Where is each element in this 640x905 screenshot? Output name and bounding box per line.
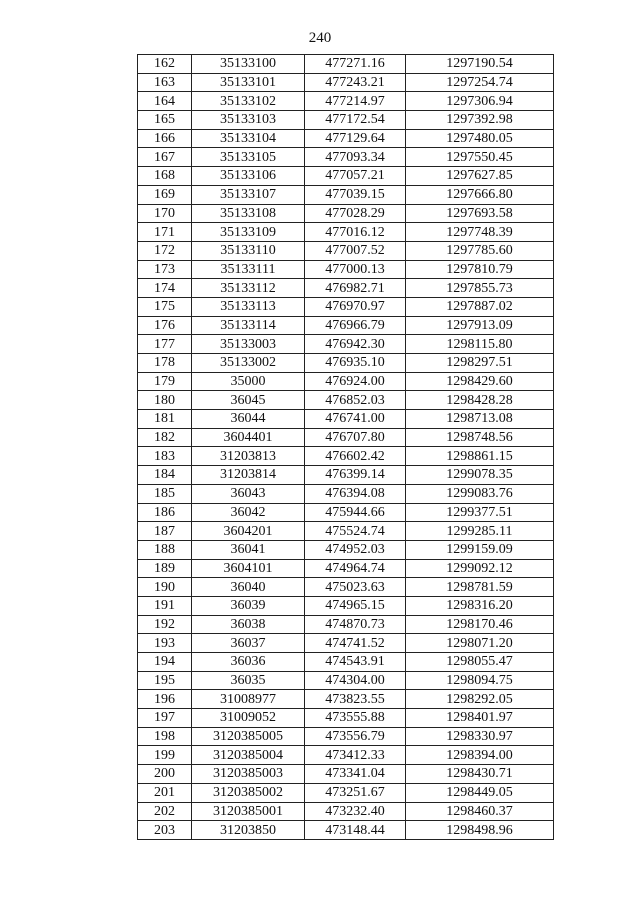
x-coordinate-cell: 476970.97 [305, 297, 406, 316]
x-coordinate-cell: 473251.67 [305, 783, 406, 802]
y-coordinate-cell: 1299092.12 [406, 559, 554, 578]
table-row [138, 73, 554, 92]
y-coordinate-cell: 1297748.39 [406, 223, 554, 242]
table-row [138, 185, 554, 204]
x-coordinate-cell: 473823.55 [305, 690, 406, 709]
x-coordinate-cell: 477039.15 [305, 185, 406, 204]
row-number-cell: 178 [138, 354, 192, 373]
y-coordinate-cell: 1299285.11 [406, 522, 554, 541]
x-coordinate-cell: 473232.40 [305, 802, 406, 821]
y-coordinate-cell: 1298713.08 [406, 410, 554, 429]
row-number-cell: 187 [138, 522, 192, 541]
table-row [138, 410, 554, 429]
coordinates-table-body [138, 55, 554, 840]
point-id-cell: 35000 [192, 372, 305, 391]
x-coordinate-cell: 475524.74 [305, 522, 406, 541]
x-coordinate-cell: 477000.13 [305, 260, 406, 279]
x-coordinate-cell: 474965.15 [305, 596, 406, 615]
y-coordinate-cell: 1298428.28 [406, 391, 554, 410]
point-id-cell: 31008977 [192, 690, 305, 709]
table-row [138, 484, 554, 503]
y-coordinate-cell: 1298330.97 [406, 727, 554, 746]
x-coordinate-cell: 477028.29 [305, 204, 406, 223]
x-coordinate-cell: 477016.12 [305, 223, 406, 242]
y-coordinate-cell: 1298297.51 [406, 354, 554, 373]
row-number-cell: 172 [138, 241, 192, 260]
y-coordinate-cell: 1298316.20 [406, 596, 554, 615]
x-coordinate-cell: 474741.52 [305, 634, 406, 653]
y-coordinate-cell: 1299159.09 [406, 540, 554, 559]
row-number-cell: 168 [138, 167, 192, 186]
row-number-cell: 163 [138, 73, 192, 92]
point-id-cell: 35133103 [192, 111, 305, 130]
row-number-cell: 182 [138, 428, 192, 447]
point-id-cell: 36036 [192, 653, 305, 672]
table-row [138, 148, 554, 167]
point-id-cell: 35133106 [192, 167, 305, 186]
y-coordinate-cell: 1299377.51 [406, 503, 554, 522]
row-number-cell: 200 [138, 765, 192, 784]
row-number-cell: 165 [138, 111, 192, 130]
y-coordinate-cell: 1297480.05 [406, 129, 554, 148]
row-number-cell: 180 [138, 391, 192, 410]
x-coordinate-cell: 476935.10 [305, 354, 406, 373]
table-row [138, 92, 554, 111]
y-coordinate-cell: 1297855.73 [406, 279, 554, 298]
table-row [138, 447, 554, 466]
y-coordinate-cell: 1298460.37 [406, 802, 554, 821]
y-coordinate-cell: 1298401.97 [406, 709, 554, 728]
point-id-cell: 3120385003 [192, 765, 305, 784]
y-coordinate-cell: 1298449.05 [406, 783, 554, 802]
table-row [138, 316, 554, 335]
row-number-cell: 196 [138, 690, 192, 709]
point-id-cell: 36043 [192, 484, 305, 503]
point-id-cell: 36044 [192, 410, 305, 429]
point-id-cell: 36038 [192, 615, 305, 634]
row-number-cell: 185 [138, 484, 192, 503]
y-coordinate-cell: 1299083.76 [406, 484, 554, 503]
point-id-cell: 36040 [192, 578, 305, 597]
y-coordinate-cell: 1297810.79 [406, 260, 554, 279]
row-number-cell: 199 [138, 746, 192, 765]
row-number-cell: 183 [138, 447, 192, 466]
row-number-cell: 184 [138, 466, 192, 485]
table-row [138, 802, 554, 821]
table-row [138, 727, 554, 746]
row-number-cell: 195 [138, 671, 192, 690]
table-row [138, 111, 554, 130]
row-number-cell: 170 [138, 204, 192, 223]
y-coordinate-cell: 1297392.98 [406, 111, 554, 130]
point-id-cell: 35133101 [192, 73, 305, 92]
x-coordinate-cell: 476707.80 [305, 428, 406, 447]
x-coordinate-cell: 477214.97 [305, 92, 406, 111]
y-coordinate-cell: 1298498.96 [406, 821, 554, 840]
row-number-cell: 167 [138, 148, 192, 167]
point-id-cell: 36037 [192, 634, 305, 653]
y-coordinate-cell: 1297887.02 [406, 297, 554, 316]
x-coordinate-cell: 476852.03 [305, 391, 406, 410]
x-coordinate-cell: 477007.52 [305, 241, 406, 260]
point-id-cell: 3120385002 [192, 783, 305, 802]
row-number-cell: 198 [138, 727, 192, 746]
x-coordinate-cell: 476966.79 [305, 316, 406, 335]
table-row [138, 522, 554, 541]
row-number-cell: 192 [138, 615, 192, 634]
point-id-cell: 35133112 [192, 279, 305, 298]
y-coordinate-cell: 1297666.80 [406, 185, 554, 204]
y-coordinate-cell: 1298292.05 [406, 690, 554, 709]
y-coordinate-cell: 1297693.58 [406, 204, 554, 223]
point-id-cell: 3604201 [192, 522, 305, 541]
x-coordinate-cell: 477129.64 [305, 129, 406, 148]
point-id-cell: 31203850 [192, 821, 305, 840]
table-row [138, 167, 554, 186]
x-coordinate-cell: 474870.73 [305, 615, 406, 634]
y-coordinate-cell: 1297913.09 [406, 316, 554, 335]
table-row [138, 578, 554, 597]
row-number-cell: 188 [138, 540, 192, 559]
y-coordinate-cell: 1297627.85 [406, 167, 554, 186]
y-coordinate-cell: 1298170.46 [406, 615, 554, 634]
row-number-cell: 181 [138, 410, 192, 429]
point-id-cell: 35133002 [192, 354, 305, 373]
table-row [138, 615, 554, 634]
y-coordinate-cell: 1298055.47 [406, 653, 554, 672]
row-number-cell: 174 [138, 279, 192, 298]
y-coordinate-cell: 1298861.15 [406, 447, 554, 466]
point-id-cell: 36045 [192, 391, 305, 410]
y-coordinate-cell: 1298781.59 [406, 578, 554, 597]
table-row [138, 653, 554, 672]
row-number-cell: 202 [138, 802, 192, 821]
point-id-cell: 35133109 [192, 223, 305, 242]
row-number-cell: 169 [138, 185, 192, 204]
point-id-cell: 35133104 [192, 129, 305, 148]
y-coordinate-cell: 1297306.94 [406, 92, 554, 111]
x-coordinate-cell: 475944.66 [305, 503, 406, 522]
y-coordinate-cell: 1298115.80 [406, 335, 554, 354]
table-row [138, 671, 554, 690]
x-coordinate-cell: 476741.00 [305, 410, 406, 429]
point-id-cell: 35133114 [192, 316, 305, 335]
table-row [138, 372, 554, 391]
y-coordinate-cell: 1298071.20 [406, 634, 554, 653]
row-number-cell: 162 [138, 55, 192, 74]
table-row [138, 559, 554, 578]
x-coordinate-cell: 473148.44 [305, 821, 406, 840]
row-number-cell: 190 [138, 578, 192, 597]
y-coordinate-cell: 1298094.75 [406, 671, 554, 690]
table-row [138, 354, 554, 373]
point-id-cell: 36035 [192, 671, 305, 690]
x-coordinate-cell: 474304.00 [305, 671, 406, 690]
y-coordinate-cell: 1298430.71 [406, 765, 554, 784]
x-coordinate-cell: 476924.00 [305, 372, 406, 391]
table-row [138, 466, 554, 485]
row-number-cell: 186 [138, 503, 192, 522]
x-coordinate-cell: 474543.91 [305, 653, 406, 672]
row-number-cell: 164 [138, 92, 192, 111]
table-row [138, 55, 554, 74]
table-row [138, 821, 554, 840]
y-coordinate-cell: 1297550.45 [406, 148, 554, 167]
y-coordinate-cell: 1298394.00 [406, 746, 554, 765]
x-coordinate-cell: 477057.21 [305, 167, 406, 186]
x-coordinate-cell: 476942.30 [305, 335, 406, 354]
point-id-cell: 31009052 [192, 709, 305, 728]
table-row [138, 428, 554, 447]
table-row [138, 596, 554, 615]
table-row [138, 260, 554, 279]
x-coordinate-cell: 476399.14 [305, 466, 406, 485]
point-id-cell: 35133100 [192, 55, 305, 74]
point-id-cell: 35133003 [192, 335, 305, 354]
point-id-cell: 36041 [192, 540, 305, 559]
table-row [138, 297, 554, 316]
x-coordinate-cell: 475023.63 [305, 578, 406, 597]
table-row [138, 709, 554, 728]
x-coordinate-cell: 473412.33 [305, 746, 406, 765]
table-row [138, 783, 554, 802]
x-coordinate-cell: 473555.88 [305, 709, 406, 728]
table-row [138, 503, 554, 522]
x-coordinate-cell: 477093.34 [305, 148, 406, 167]
point-id-cell: 35133107 [192, 185, 305, 204]
y-coordinate-cell: 1299078.35 [406, 466, 554, 485]
x-coordinate-cell: 476602.42 [305, 447, 406, 466]
x-coordinate-cell: 477243.21 [305, 73, 406, 92]
row-number-cell: 191 [138, 596, 192, 615]
row-number-cell: 194 [138, 653, 192, 672]
row-number-cell: 166 [138, 129, 192, 148]
point-id-cell: 35133111 [192, 260, 305, 279]
table-row [138, 765, 554, 784]
table-row [138, 634, 554, 653]
x-coordinate-cell: 477271.16 [305, 55, 406, 74]
table-row [138, 129, 554, 148]
point-id-cell: 35133110 [192, 241, 305, 260]
point-id-cell: 3604401 [192, 428, 305, 447]
row-number-cell: 201 [138, 783, 192, 802]
y-coordinate-cell: 1297254.74 [406, 73, 554, 92]
table-row [138, 540, 554, 559]
point-id-cell: 36042 [192, 503, 305, 522]
point-id-cell: 36039 [192, 596, 305, 615]
x-coordinate-cell: 476394.08 [305, 484, 406, 503]
row-number-cell: 176 [138, 316, 192, 335]
point-id-cell: 35133113 [192, 297, 305, 316]
row-number-cell: 173 [138, 260, 192, 279]
row-number-cell: 179 [138, 372, 192, 391]
table-row [138, 241, 554, 260]
point-id-cell: 35133108 [192, 204, 305, 223]
y-coordinate-cell: 1298748.56 [406, 428, 554, 447]
table-row [138, 391, 554, 410]
table-row [138, 690, 554, 709]
y-coordinate-cell: 1297785.60 [406, 241, 554, 260]
point-id-cell: 35133105 [192, 148, 305, 167]
point-id-cell: 3120385001 [192, 802, 305, 821]
row-number-cell: 171 [138, 223, 192, 242]
coordinates-table [137, 54, 554, 840]
row-number-cell: 193 [138, 634, 192, 653]
point-id-cell: 31203813 [192, 447, 305, 466]
x-coordinate-cell: 474952.03 [305, 540, 406, 559]
point-id-cell: 3604101 [192, 559, 305, 578]
page-number: 240 [308, 30, 332, 46]
y-coordinate-cell: 1297190.54 [406, 55, 554, 74]
x-coordinate-cell: 477172.54 [305, 111, 406, 130]
row-number-cell: 197 [138, 709, 192, 728]
x-coordinate-cell: 476982.71 [305, 279, 406, 298]
row-number-cell: 175 [138, 297, 192, 316]
row-number-cell: 203 [138, 821, 192, 840]
table-row [138, 335, 554, 354]
y-coordinate-cell: 1298429.60 [406, 372, 554, 391]
table-row [138, 204, 554, 223]
point-id-cell: 3120385005 [192, 727, 305, 746]
table-row [138, 746, 554, 765]
x-coordinate-cell: 473341.04 [305, 765, 406, 784]
row-number-cell: 189 [138, 559, 192, 578]
x-coordinate-cell: 473556.79 [305, 727, 406, 746]
x-coordinate-cell: 474964.74 [305, 559, 406, 578]
table-row [138, 279, 554, 298]
point-id-cell: 35133102 [192, 92, 305, 111]
row-number-cell: 177 [138, 335, 192, 354]
point-id-cell: 31203814 [192, 466, 305, 485]
point-id-cell: 3120385004 [192, 746, 305, 765]
table-row [138, 223, 554, 242]
